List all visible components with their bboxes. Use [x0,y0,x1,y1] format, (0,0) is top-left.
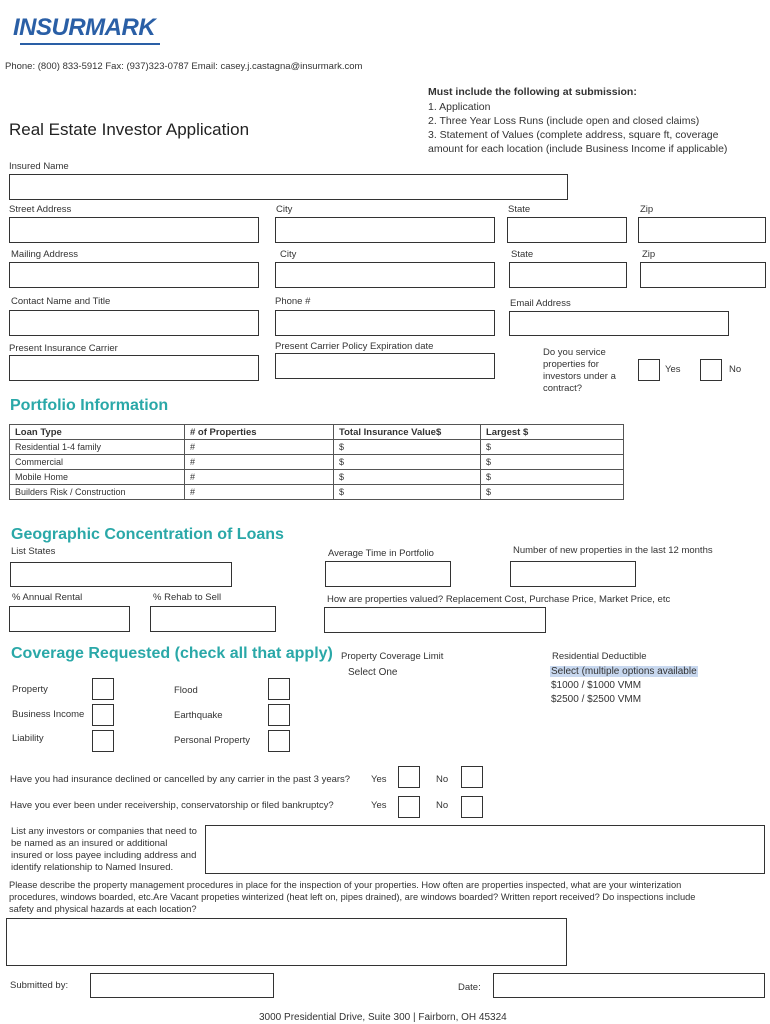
coverage-property-checkbox[interactable] [92,678,114,700]
rehab-field[interactable] [150,606,276,632]
contact-line: Phone: (800) 833-5912 Fax: (937)323-0787 Email: casey.j.castagna@insurmark.com [5,61,363,72]
table-cell[interactable]: $ [481,440,624,455]
rehab-label: % Rehab to Sell [153,592,222,603]
contact-name-field[interactable] [9,310,259,336]
submitted-by-label: Submitted by: [10,980,69,991]
carrier-label: Present Insurance Carrier [9,343,118,354]
table-row [10,485,624,500]
city-label: City [280,249,297,260]
expiration-label: Present Carrier Policy Expiration date [275,341,434,352]
phone-label: Phone # [275,296,311,307]
street-address-label: Street Address [9,204,72,215]
service-question: contract? [543,383,583,394]
coverage-personal-property-label: Personal Property [174,735,251,746]
list-states-field[interactable] [10,562,232,587]
email-label: Email Address [510,298,571,309]
declined-yes-checkbox[interactable] [398,766,420,788]
new-properties-field[interactable] [510,561,636,587]
table-cell[interactable]: # [185,440,334,455]
yes-label: Yes [371,774,387,785]
deductible-option-selected[interactable]: Select (multiple options available [551,666,697,677]
carrier-field[interactable] [9,355,259,381]
table-cell[interactable]: # [185,470,334,485]
mailing-city-field[interactable] [275,262,495,288]
table-row [10,440,624,455]
procedures-question: safety and physical hazards at each location? [9,904,197,914]
investors-question: identify relationship to Named Insured. [11,862,174,873]
coverage-flood-label: Flood [174,685,198,696]
street-address-field[interactable] [9,217,259,243]
coverage-property-label: Property [12,684,48,695]
state-label: State [508,204,531,215]
service-question: properties for [543,359,599,370]
city-label: City [276,204,293,215]
valued-field[interactable] [324,607,546,633]
table-cell: Commercial [10,455,185,470]
table-cell[interactable]: $ [334,455,481,470]
phone-field[interactable] [275,310,495,336]
procedures-question: procedures, windows boarded, etc.Are Vacant propeties winterized (heat left on, pipes drained), are windows boarded? Written report received? Do inspections include [9,892,696,902]
insured-name-label: Insured Name [9,161,69,172]
deductible-label: Residential Deductible [552,651,647,662]
column-header: Largest $ [481,425,624,440]
coverage-heading: Coverage Requested (check all that apply) [11,645,333,662]
must-include-item: 1. Application [428,101,491,113]
table-cell[interactable]: $ [481,485,624,500]
coverage-limit-label: Property Coverage Limit [341,651,444,662]
valued-label: How are properties valued? Replacement Cost, Purchase Price, Market Price, etc [327,594,671,605]
service-question: investors under a [543,371,616,382]
procedures-question: Please describe the property management procedures in place for the inspection of your properties. How often are properties inspected, what are your winterization [9,880,682,890]
portfolio-table [9,424,624,500]
coverage-flood-checkbox[interactable] [268,678,290,700]
coverage-personal-property-checkbox[interactable] [268,730,290,752]
table-cell[interactable]: # [185,485,334,500]
table-cell: Builders Risk / Construction [10,485,185,500]
declined-no-checkbox[interactable] [461,766,483,788]
table-cell: Residential 1-4 family [10,440,185,455]
zip-label: Zip [640,204,654,215]
table-header-row [10,425,624,440]
mailing-address-field[interactable] [9,262,259,288]
column-header: Loan Type [10,425,185,440]
email-field[interactable] [509,311,729,336]
receivership-yes-checkbox[interactable] [398,796,420,818]
declined-question: Have you had insurance declined or cancelled by any carrier in the past 3 years? [10,774,351,785]
deductible-option[interactable]: $2500 / $2500 VMM [551,694,642,705]
must-include-heading: Must include the following at submission: [428,86,637,98]
investors-question: be named as an insured or additional [11,838,168,849]
coverage-liability-label: Liability [12,733,44,744]
coverage-earthquake-checkbox[interactable] [268,704,290,726]
investors-question: List any investors or companies that need to [11,826,197,837]
no-label: No [729,364,742,375]
logo-underline [20,43,160,45]
coverage-earthquake-label: Earthquake [174,710,223,721]
deductible-option[interactable]: $1000 / $1000 VMM [551,680,642,691]
column-header: Total Insurance Value$ [334,425,481,440]
receivership-question: Have you ever been under receivership, conservatorship or filed bankruptcy? [10,800,334,811]
procedures-field[interactable] [6,918,567,966]
service-yes-checkbox[interactable] [638,359,660,381]
logo-text: INSURMARK [13,14,156,41]
must-include-item: 3. Statement of Values (complete address, square ft, coverage [428,129,719,141]
table-cell: Mobile Home [10,470,185,485]
coverage-business-income-label: Business Income [12,709,85,720]
company-logo [13,14,155,42]
zip-field[interactable] [638,217,766,243]
investors-question: insured or loss payee including address and [11,850,197,861]
new-properties-label: Number of new properties in the last 12 months [513,545,713,556]
footer-address: 3000 Presidential Drive, Suite 300 | Fairborn, OH 45324 [259,1012,507,1023]
no-label: No [436,800,449,811]
service-no-checkbox[interactable] [700,359,722,381]
table-cell[interactable]: $ [334,440,481,455]
city-field[interactable] [275,217,495,243]
avg-time-field[interactable] [325,561,451,587]
table-cell[interactable]: $ [334,470,481,485]
coverage-limit-select[interactable]: Select One [348,667,398,678]
table-row [10,455,624,470]
annual-rental-field[interactable] [9,606,130,632]
annual-rental-label: % Annual Rental [12,592,83,603]
date-field[interactable] [493,973,765,998]
portfolio-heading: Portfolio Information [10,397,169,414]
contact-name-label: Contact Name and Title [11,296,111,307]
table-row [10,470,624,485]
table-cell[interactable]: $ [481,470,624,485]
state-label: State [511,249,534,260]
zip-label: Zip [642,249,656,260]
expiration-field[interactable] [275,353,495,379]
service-question: Do you service [543,347,606,358]
column-header: # of Properties [185,425,334,440]
state-field[interactable] [507,217,627,243]
yes-label: Yes [665,364,681,375]
must-include-item: 2. Three Year Loss Runs (include open and closed claims) [428,115,700,127]
mailing-address-label: Mailing Address [11,249,79,260]
form-title: Real Estate Investor Application [9,120,250,139]
investors-field[interactable] [205,825,765,874]
receivership-no-checkbox[interactable] [461,796,483,818]
mailing-state-field[interactable] [509,262,627,288]
geo-heading: Geographic Concentration of Loans [11,526,284,543]
coverage-business-income-checkbox[interactable] [92,704,114,726]
yes-label: Yes [371,800,387,811]
mailing-zip-field[interactable] [640,262,766,288]
list-states-label: List States [11,546,56,557]
date-label: Date: [458,982,481,993]
coverage-liability-checkbox[interactable] [92,730,114,752]
table-cell[interactable]: # [185,455,334,470]
table-cell[interactable]: $ [481,455,624,470]
no-label: No [436,774,449,785]
insured-name-field[interactable] [9,174,568,200]
submitted-by-field[interactable] [90,973,274,998]
avg-time-label: Average Time in Portfolio [328,548,434,559]
must-include-item: amount for each location (include Business Income if applicable) [428,143,728,155]
table-cell[interactable]: $ [334,485,481,500]
